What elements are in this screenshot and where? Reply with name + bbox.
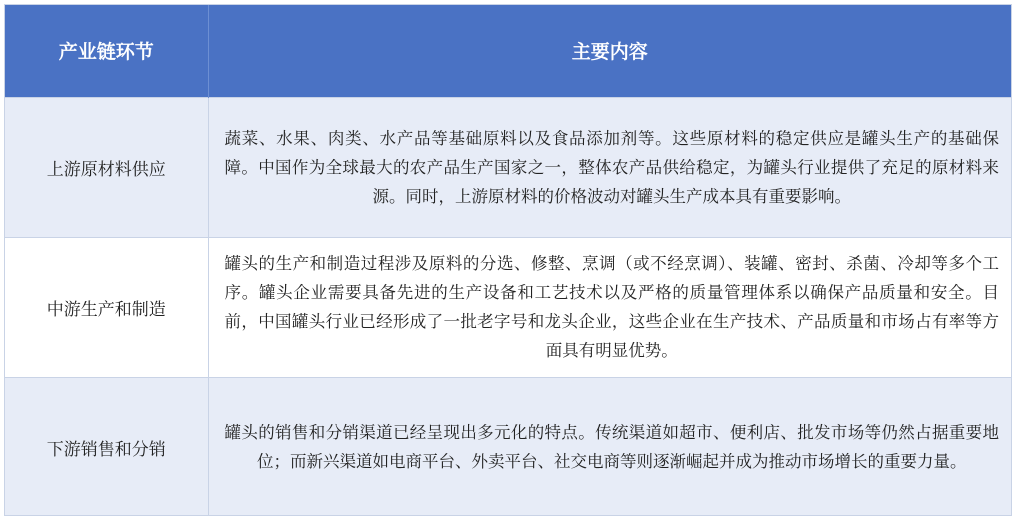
table-row [5,237,1011,377]
table-header-row [5,5,1011,97]
table-row [5,97,1011,237]
stage-cell-midstream: 中游生产和制造 [5,237,208,377]
content-cell-midstream: 罐头的生产和制造过程涉及原料的分选、修整、烹调（或不经烹调）、装罐、密封、杀菌、冷却等多个工序。罐头企业需要具备先进的生产设备和工艺技术以及严格的质量管理体系以确保产品质量和安全。目前，中国罐头行业已经形成了一批老字号和龙头企业，这些企业在生产技术、产品质量和市场占有率等方面具有明显优势。 [208,237,1011,377]
content-cell-downstream: 罐头的销售和分销渠道已经呈现出多元化的特点。传统渠道如超市、便利店、批发市场等仍然占据重要地位；而新兴渠道如电商平台、外卖平台、社交电商等则逐渐崛起并成为推动市场增长的重要力量。 [208,377,1011,516]
industry-chain-table [5,5,1011,516]
stage-cell-downstream: 下游销售和分销 [5,377,208,516]
stage-cell-upstream: 上游原材料供应 [5,97,208,237]
header-stage: 产业链环节 [5,5,208,97]
header-content: 主要内容 [571,41,648,64]
table-row [5,377,1011,516]
content-cell-upstream: 蔬菜、水果、肉类、水产品等基础原料以及食品添加剂等。这些原材料的稳定供应是罐头生产的基础保障。中国作为全球最大的农产品生产国家之一，整体农产品供给稳定，为罐头行业提供了充足的原材料来源。同时，上游原材料的价格波动对罐头生产成本具有重要影响。 [208,97,1011,237]
industry-chain-table-frame [4,4,1012,516]
